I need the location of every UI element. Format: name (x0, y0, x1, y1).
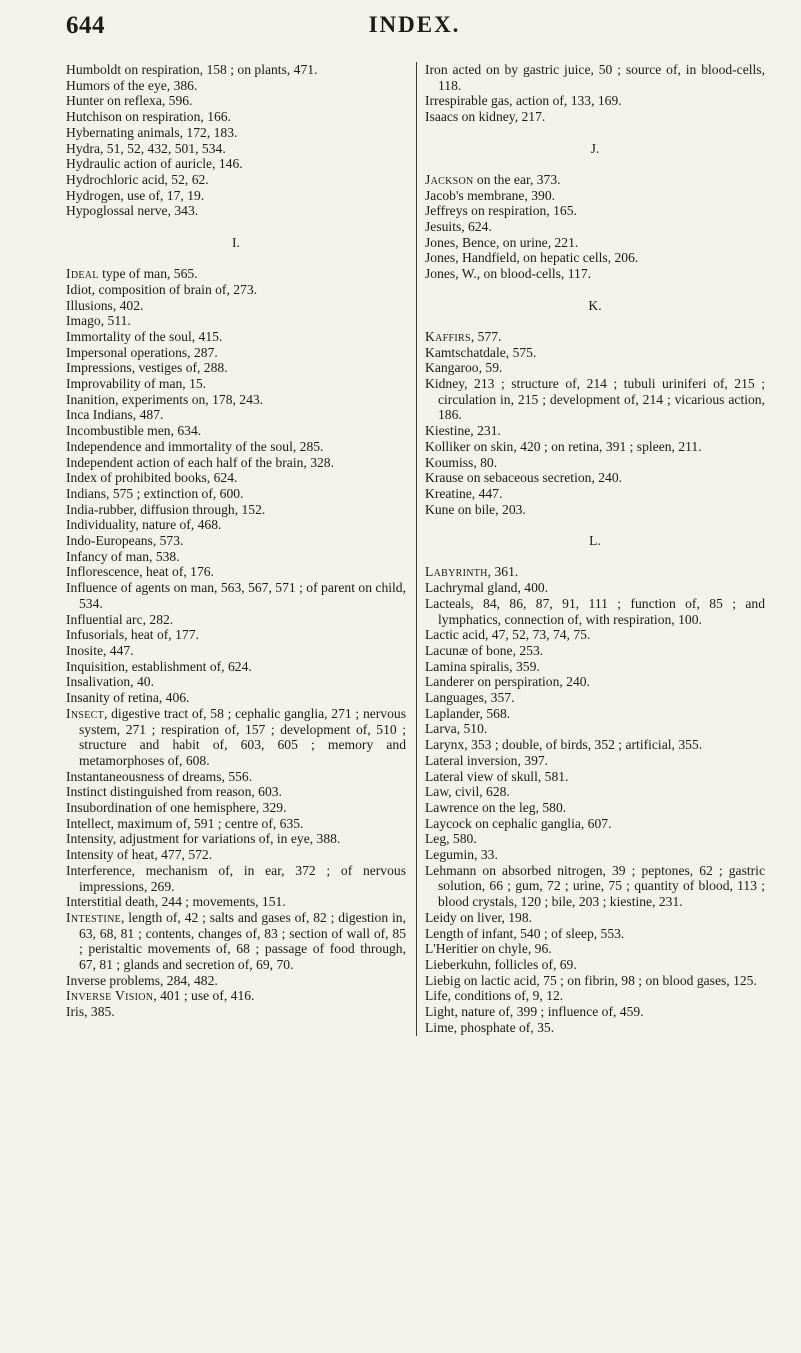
index-entry (66, 439, 406, 455)
index-entry (425, 706, 765, 722)
entry-text: Idiot, composition of brain of, 273. (66, 281, 258, 297)
entry-text: Lactic acid, 47, 52, 73, 74, 75. (425, 627, 591, 643)
entry-text: India-rubber, diffusion through, 152. (66, 501, 266, 517)
entry-text: Influential arc, 282. (66, 611, 174, 627)
entry-text: Hydrogen, use of, 17, 19. (66, 187, 205, 203)
page-header (66, 12, 763, 42)
index-entry (66, 988, 406, 1004)
entry-text: Kangaroo, 59. (425, 360, 503, 376)
entry-text: Lachrymal gland, 400. (425, 580, 549, 596)
section-letter: J. (590, 140, 600, 156)
index-entry (425, 486, 765, 502)
index-entry (66, 407, 406, 423)
index-entry (66, 910, 406, 973)
entry-text: Immortality of the soul, 415. (66, 328, 223, 344)
index-entry (425, 988, 765, 1004)
index-entry (425, 643, 765, 659)
entry-text: Lehmann on absorbed nitrogen, 39 ; peptones, 62 ; gastric solution, 66 ; gum, 72 ; urine, 75 ; quantity of blood, 113 ; blood crystals, 120 ; bile, 203 ; kiestine, 231. (425, 862, 765, 910)
index-entry (425, 721, 765, 737)
index-entry (66, 78, 406, 94)
entry-text: Kune on bile, 203. (425, 501, 526, 517)
entry-text: Law, civil, 628. (425, 784, 510, 800)
section-letter: K. (588, 297, 602, 313)
index-entry (66, 266, 406, 282)
entry-text: , 361. (487, 564, 519, 580)
index-entry (425, 580, 765, 596)
index-entry (66, 502, 406, 518)
index-entry (425, 769, 765, 785)
index-entry (66, 141, 406, 157)
entry-text: Leidy on liver, 198. (425, 909, 533, 925)
entry-text: Length of infant, 540 ; of sleep, 553. (425, 925, 625, 941)
entry-text: Laycock on cephalic ganglia, 607. (425, 815, 612, 831)
entry-text: Hybernating animals, 172, 183. (66, 124, 238, 140)
entry-text: Illusions, 402. (66, 297, 144, 313)
index-entry (425, 266, 765, 282)
index-entry (66, 392, 406, 408)
index-entry (66, 329, 406, 345)
entry-text: Lime, phosphate of, 35. (425, 1019, 555, 1035)
entry-text: Lacteals, 84, 86, 87, 91, 111 ; function of, 85 ; and lymphatics, connection of, with respiration, 100. (425, 595, 765, 627)
index-entry (66, 580, 406, 611)
index-entry (425, 470, 765, 486)
entry-head: Kaffirs (425, 328, 471, 344)
entry-text: Leg, 580. (425, 831, 477, 847)
entry-text: Indo-Europeans, 573. (66, 533, 184, 549)
entry-text: Hydraulic action of auricle, 146. (66, 156, 243, 172)
index-entry (66, 125, 406, 141)
entry-text: on the ear, 373. (473, 171, 561, 187)
entry-text: Insubordination of one hemisphere, 329. (66, 800, 287, 816)
index-entry (66, 376, 406, 392)
entry-text: Laplander, 568. (425, 705, 511, 721)
index-entry (425, 737, 765, 753)
index-entry (425, 1004, 765, 1020)
entry-text: , length of, 42 ; salts and gases of, 82 ; digestion in, 63, 68, 81 ; contents, changes of, 83 ; section of wall of, 85 ; peristaltic movements of, 68 ; passage of food through, 67, 81 ; glands and secretion of, 69, 70. (79, 909, 406, 973)
section-letter: I. (232, 234, 240, 250)
entry-text: Landerer on perspiration, 240. (425, 674, 590, 690)
entry-text: Hydrochloric acid, 52, 62. (66, 171, 209, 187)
index-entry (66, 203, 406, 219)
index-entry (66, 800, 406, 816)
index-entry (66, 486, 406, 502)
index-entry (425, 831, 765, 847)
index-entry (425, 926, 765, 942)
entry-text: Independent action of each half of the brain, 328. (66, 454, 334, 470)
entry-text: Instinct distinguished from reason, 603. (66, 784, 282, 800)
entry-text: Imago, 511. (66, 313, 131, 329)
entry-head: Jackson (425, 171, 474, 187)
entry-text: Jones, Bence, on urine, 221. (425, 234, 579, 250)
entry-text: Lawrence on the leg, 580. (425, 799, 567, 815)
entry-text: Jeffreys on respiration, 165. (425, 203, 577, 219)
entry-text: Insalivation, 40. (66, 674, 154, 690)
right-column (417, 62, 765, 1036)
entry-text: Lacunæ of bone, 253. (425, 642, 544, 658)
index-entry (425, 203, 765, 219)
index-entry (66, 109, 406, 125)
index-entry (66, 62, 406, 78)
entry-text: Jesuits, 624. (425, 219, 492, 234)
entry-text: Kidney, 213 ; structure of, 214 ; tubuli uriniferi of, 215 ; circulation in, 215 ; development of, 214 ; vicarious action, 186. (425, 376, 765, 423)
entry-text: Iron acted on by gastric juice, 50 ; source of, in blood-cells, 118. (425, 62, 765, 93)
entry-text: Independence and immortality of the soul, 285. (66, 438, 324, 454)
entry-head: Ideal (66, 266, 99, 282)
index-entry (66, 816, 406, 832)
running-head: INDEX. (368, 12, 461, 37)
index-entry (425, 674, 765, 690)
index-entry (66, 706, 406, 769)
index-entry (66, 423, 406, 439)
index-entry (425, 973, 765, 989)
index-entry (425, 62, 765, 93)
entry-text: Larynx, 353 ; double, of birds, 352 ; artificial, 355. (425, 737, 703, 753)
entry-text: Jones, Handfield, on hepatic cells, 206. (425, 250, 639, 266)
index-entry (66, 188, 406, 204)
entry-text: Hypoglossal nerve, 343. (66, 203, 199, 219)
entry-head: Insect (66, 705, 104, 721)
entry-text: Inflorescence, heat of, 176. (66, 564, 214, 580)
index-entry (425, 109, 765, 125)
entry-text: , 401 ; use of, 416. (153, 988, 255, 1004)
index-entry (425, 188, 765, 204)
entry-text: Lamina spiralis, 359. (425, 658, 540, 674)
index-entry (425, 847, 765, 863)
index-entry (66, 769, 406, 785)
index-entry (425, 172, 765, 188)
index-entry (425, 235, 765, 251)
entry-text: Koumiss, 80. (425, 454, 498, 470)
index-entry (66, 643, 406, 659)
entry-text: , digestive tract of, 58 ; cephalic ganglia, 271 ; nervous system, 271 ; respiration of, 157 ; development of, 510 ; structure and habit of, 603, 605 ; memory and metamorphoses of, 608. (79, 705, 406, 768)
index-entry (66, 470, 406, 486)
entry-text: Intensity of heat, 477, 572. (66, 847, 213, 863)
entry-text: Kamtschatdale, 575. (425, 344, 537, 360)
entry-head: Labyrinth (425, 564, 488, 580)
index-entry (425, 800, 765, 816)
entry-text: Lateral view of skull, 581. (425, 768, 569, 784)
entry-text: Lieberkuhn, follicles of, 69. (425, 956, 577, 972)
index-entry (425, 816, 765, 832)
index-entry (66, 564, 406, 580)
index-entry (425, 329, 765, 345)
index-entry (425, 250, 765, 266)
index-entry (66, 894, 406, 910)
index-entry (425, 863, 765, 910)
entry-text: type of man, 565. (98, 266, 198, 282)
entry-text: Indians, 575 ; extinction of, 600. (66, 485, 244, 501)
entry-text: Infancy of man, 538. (66, 548, 180, 564)
entry-text: Inosite, 447. (66, 642, 134, 658)
index-entry (425, 439, 765, 455)
entry-text: Isaacs on kidney, 217. (425, 109, 546, 125)
index-entry (425, 376, 765, 423)
index-entry (66, 1004, 406, 1020)
entry-text: Intellect, maximum of, 591 ; centre of, 635. (66, 815, 304, 831)
entry-text: Insanity of retina, 406. (66, 690, 190, 706)
entry-text: Life, conditions of, 9, 12. (425, 988, 564, 1004)
index-entry (425, 564, 765, 580)
entry-text: Jones, W., on blood-cells, 117. (425, 266, 592, 282)
index-entry (66, 172, 406, 188)
entry-text: Jacob's membrane, 390. (425, 187, 556, 203)
index-entry (66, 973, 406, 989)
entry-text: Index of prohibited books, 624. (66, 470, 238, 486)
index-entry (66, 674, 406, 690)
index-entry (425, 627, 765, 643)
entry-text: Infusorials, heat of, 177. (66, 627, 199, 643)
index-entry (66, 517, 406, 533)
entry-text: Lateral inversion, 397. (425, 752, 549, 768)
entry-text: Legumin, 33. (425, 847, 498, 863)
index-entry (66, 455, 406, 471)
entry-head: Inverse Vision (66, 988, 154, 1004)
index-entry (425, 1020, 765, 1036)
index-entry (425, 910, 765, 926)
index-entry (66, 863, 406, 894)
entry-text: Inca Indians, 487. (66, 407, 164, 423)
left-column (66, 62, 417, 1036)
index-entry (66, 360, 406, 376)
index-entry (425, 784, 765, 800)
index-entry (425, 753, 765, 769)
index-entry (425, 360, 765, 376)
entry-text: Kreatine, 447. (425, 485, 503, 501)
index-entry (66, 847, 406, 863)
entry-text: Liebig on lactic acid, 75 ; on fibrin, 98 ; on blood gases, 125. (425, 972, 757, 988)
index-entry (66, 313, 406, 329)
index-entry (425, 93, 765, 109)
entry-text: Inverse problems, 284, 482. (66, 972, 218, 988)
entry-text: Larva, 510. (425, 721, 488, 737)
index-entry (66, 298, 406, 314)
index-entry (425, 957, 765, 973)
entry-text: Incombustible men, 634. (66, 423, 202, 439)
index-entry (66, 627, 406, 643)
entry-text: Interference, mechanism of, in ear, 372 ; of nervous impressions, 269. (66, 862, 406, 894)
index-entry (66, 690, 406, 706)
index-entry (66, 831, 406, 847)
entry-text: Kolliker on skin, 420 ; on retina, 391 ; spleen, 211. (425, 438, 702, 454)
index-entry (66, 549, 406, 565)
entry-text: Influence of agents on man, 563, 567, 571 ; of parent on child, 534. (66, 580, 406, 611)
index-entry (425, 345, 765, 361)
entry-text: Individuality, nature of, 468. (66, 517, 222, 533)
entry-text: Inquisition, establishment of, 624. (66, 658, 252, 674)
section-letter: L. (589, 533, 601, 549)
entry-text: Interstitial death, 244 ; movements, 151. (66, 894, 286, 910)
index-entry (66, 784, 406, 800)
index-entry (425, 219, 765, 235)
index-entry (425, 596, 765, 627)
entry-text: Impressions, vestiges of, 288. (66, 360, 228, 376)
index-entry (425, 455, 765, 471)
entry-text: Languages, 357. (425, 690, 515, 706)
page-number: 644 (66, 12, 105, 39)
entry-text: Light, nature of, 399 ; influence of, 459. (425, 1004, 644, 1020)
index-entry (425, 659, 765, 675)
entry-text: Humors of the eye, 386. (66, 77, 198, 93)
entry-text: Humboldt on respiration, 158 ; on plants, 471. (66, 62, 318, 77)
entry-text: Impersonal operations, 287. (66, 344, 218, 360)
entry-text: Inanition, experiments on, 178, 243. (66, 391, 264, 407)
entry-text: Irrespirable gas, action of, 133, 169. (425, 93, 622, 109)
index-entry (425, 423, 765, 439)
entry-text: Intensity, adjustment for variations of, in eye, 388. (66, 831, 341, 847)
index-entry (425, 690, 765, 706)
index-entry (66, 282, 406, 298)
entry-text: L'Heritier on chyle, 96. (425, 941, 552, 957)
index-entry (66, 533, 406, 549)
entry-head: Intestine (66, 909, 121, 925)
entry-text: Hydra, 51, 52, 432, 501, 534. (66, 140, 226, 156)
index-entry (66, 345, 406, 361)
entry-text: Iris, 385. (66, 1004, 115, 1020)
index-entry (425, 941, 765, 957)
entry-text: Improvability of man, 15. (66, 376, 207, 392)
entry-text: Hunter on reflexa, 596. (66, 93, 193, 109)
entry-text: Instantaneousness of dreams, 556. (66, 768, 253, 784)
entry-text: Krause on sebaceous secretion, 240. (425, 470, 623, 486)
entry-text: Hutchison on respiration, 166. (66, 109, 231, 125)
entry-text: , 577. (470, 328, 502, 344)
index-entry (66, 612, 406, 628)
index-entry (66, 93, 406, 109)
index-columns (66, 62, 766, 1036)
index-entry (66, 659, 406, 675)
index-entry (425, 502, 765, 518)
index-entry (66, 156, 406, 172)
entry-text: Kiestine, 231. (425, 423, 501, 439)
